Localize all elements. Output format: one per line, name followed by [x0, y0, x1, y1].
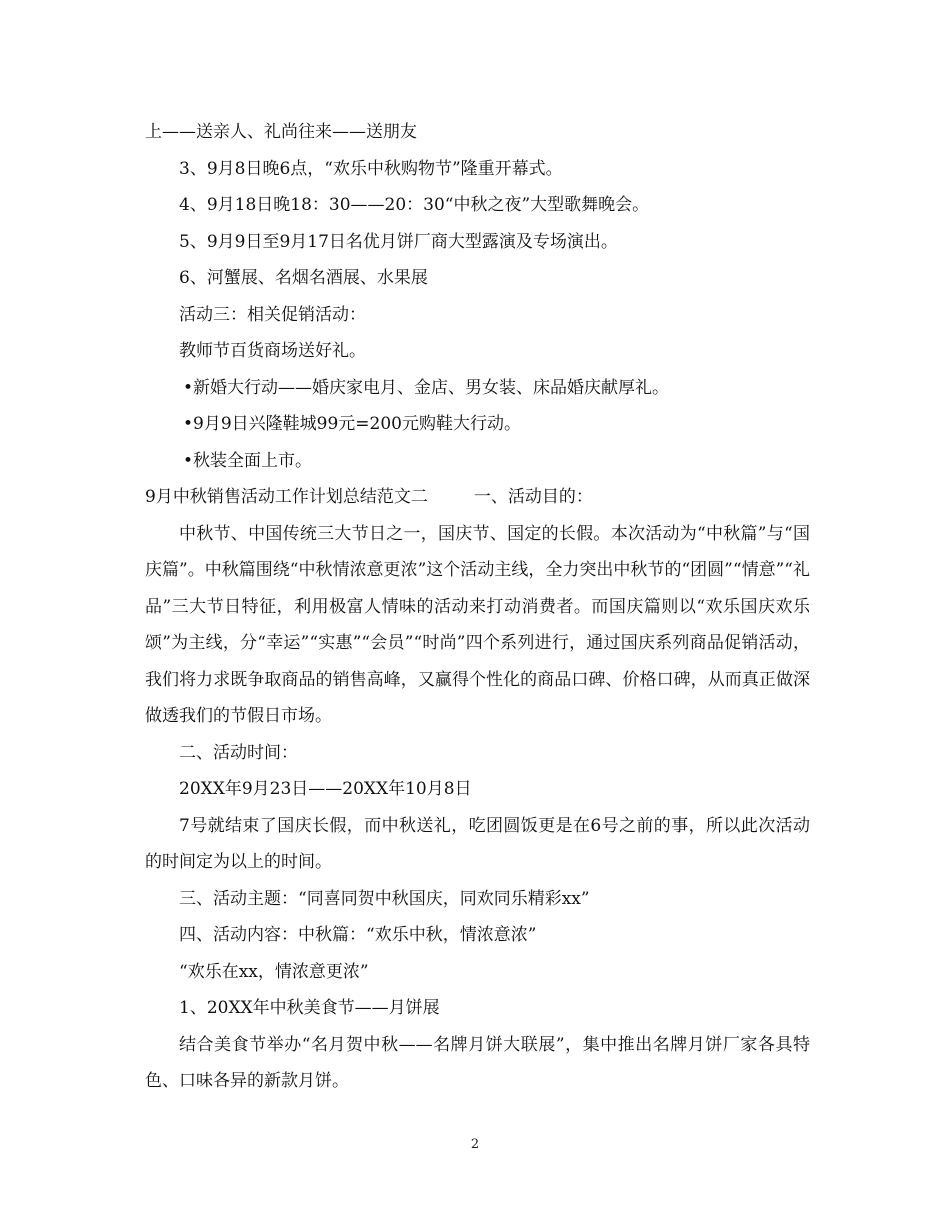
content-heading: 四、活动内容：中秋篇：“欢乐中秋，情浓意浓”: [179, 925, 537, 945]
theme-line: 三、活动主题：“同喜同贺中秋国庆，同欢同乐精彩xx”: [179, 888, 590, 909]
text-line: 5、9月9日至9月17日名优月饼厂商大型露演及专场演出。: [179, 231, 618, 252]
text-line: 教师节百货商场送好礼。: [179, 341, 366, 361]
page-number: 2: [470, 1137, 480, 1152]
bullet-item: •秋装全面上市。: [183, 450, 313, 471]
time-heading: 二、活动时间：: [179, 742, 298, 763]
purpose-heading: 一、活动目的：: [473, 487, 593, 507]
section-title-line: [145, 479, 810, 516]
food-festival-paragraph: 结合美食节举办“名月贺中秋——名牌月饼大联展”，集中推出名牌月饼厂家各具特色、口味各异的新款月饼。: [145, 1034, 810, 1091]
text-line: 活动三：相关促销活动：: [179, 304, 366, 325]
document-body: [145, 114, 810, 1100]
text-line: 4、9月18日晚18：30——20：30“中秋之夜”大型歌舞晚会。: [179, 195, 650, 215]
time-paragraph: 7号就结束了国庆长假，而中秋送礼，吃团圆饭更是在6号之前的事，所以此次活动的时间定为以上的时间。: [145, 815, 810, 872]
bullet-item: •9月9日兴隆鞋城99元=200元购鞋大行动。: [183, 414, 521, 434]
section-title: 9月中秋销售活动工作计划总结范文二: [145, 487, 428, 507]
text-line: 3、9月8日晚6点，“欢乐中秋购物节”隆重开幕式。: [179, 158, 563, 179]
time-range: 20XX年9月23日——20XX年10月8日: [179, 779, 472, 799]
purpose-paragraph: 中秋节、中国传统三大节日之一，国庆节、国定的长假。本次活动为“中秋篇”与“国庆篇”。中秋篇围绕“中秋情浓意更浓”这个活动主线，全力突出中秋节的“团圆”“情意”“礼品”三大节日特征，利用极富人情味的活动来打动消费者。而国庆篇则以“欢乐国庆欢乐颂”为主线，分“幸运”“实惠”“会员”“时尚”四个系列进行，通过国庆系列商品促销活动，我们将力求既争取商品的销售高峰，又赢得个性化的商品口碑、价格口碑，从而真正做深做透我们的节假日市场。: [145, 523, 810, 726]
bullet-item: •新婚大行动——婚庆家电月、金店、男女装、床品婚庆献厚礼。: [183, 377, 670, 398]
text-line: 6、河蟹展、名烟名酒展、水果展: [179, 268, 428, 288]
content-slogan: “欢乐在xx，情浓意更浓”: [179, 961, 369, 982]
text-line: 上——送亲人、礼尚往来——送朋友: [145, 122, 417, 142]
food-festival-heading: 1、20XX年中秋美食节——月饼展: [179, 998, 440, 1018]
